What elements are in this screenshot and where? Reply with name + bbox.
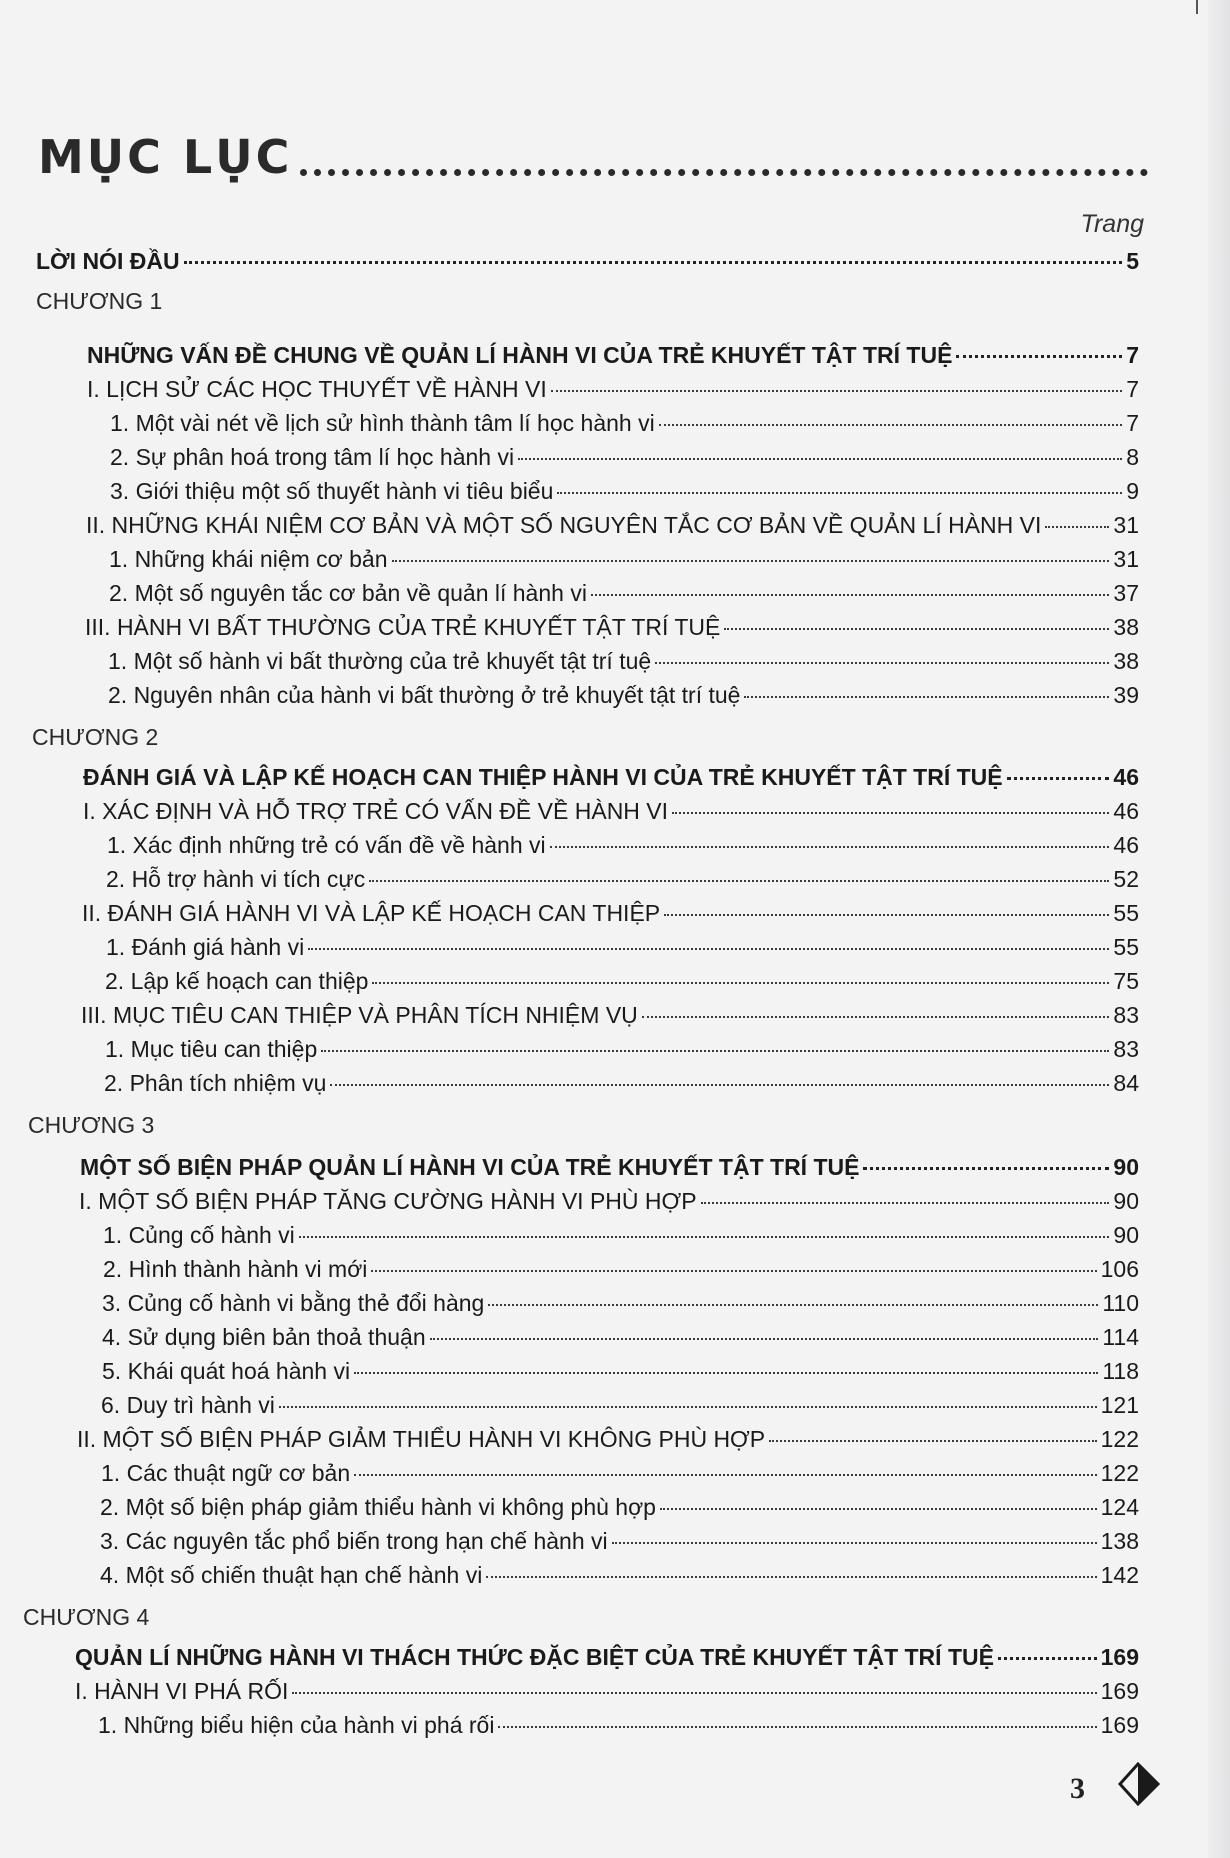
toc-entry-page: 75 <box>1113 968 1139 994</box>
toc-section <box>83 796 1139 826</box>
toc-entry-page: 142 <box>1100 1562 1139 1588</box>
chapter-label: CHƯƠNG 3 <box>28 1112 155 1138</box>
toc-entry-title: MỘT SỐ BIỆN PHÁP QUẢN LÍ HÀNH VI CỦA TRẺ KHUYẾT TẬT TRÍ TUỆ <box>80 1154 860 1180</box>
toc-entry-page: 46 <box>1113 832 1139 858</box>
toc-section <box>81 1000 1139 1030</box>
toc-entry-title: I. HÀNH VI PHÁ RỐI <box>75 1678 289 1704</box>
toc-entry-page: 122 <box>1100 1426 1139 1452</box>
dot-leader <box>488 1304 1098 1306</box>
dot-leader <box>551 390 1122 392</box>
toc-entry-title: LỜI NÓI ĐẦU <box>36 248 180 274</box>
toc-entry-title: 2. Phân tích nhiệm vụ <box>104 1070 327 1096</box>
toc-entry-page: 114 <box>1102 1324 1139 1350</box>
toc-entry-page: 118 <box>1102 1358 1139 1384</box>
toc-item <box>103 1254 1139 1284</box>
toc-entry-title: I. XÁC ĐỊNH VÀ HỖ TRỢ TRẺ CÓ VẤN ĐỀ VỀ HÀNH VI <box>83 798 669 824</box>
toc-item <box>110 408 1139 438</box>
toc-entry-page: 90 <box>1113 1188 1139 1214</box>
toc-item <box>105 1034 1139 1064</box>
toc-item <box>105 966 1139 996</box>
toc-item <box>102 1322 1139 1352</box>
chapter-label: CHƯƠNG 1 <box>36 288 163 314</box>
toc-entry-page: 83 <box>1113 1036 1139 1062</box>
toc-entry-page: 5 <box>1126 248 1139 274</box>
toc-entry-page: 122 <box>1100 1460 1139 1486</box>
toc-entry-page: 38 <box>1113 614 1139 640</box>
dot-leader <box>642 1016 1110 1018</box>
toc-entry-title: NHỮNG VẤN ĐỀ CHUNG VỀ QUẢN LÍ HÀNH VI CỦA TRẺ KHUYẾT TẬT TRÍ TUỆ <box>87 342 953 368</box>
toc-item <box>109 544 1139 574</box>
toc-entry-page: 106 <box>1100 1256 1139 1282</box>
dot-leader <box>372 982 1109 984</box>
toc-entry-title: 1. Các thuật ngữ cơ bản <box>101 1460 351 1486</box>
toc-item <box>106 932 1139 962</box>
toc-item <box>110 476 1139 506</box>
toc-entry-title: 2. Hỗ trợ hành vi tích cực <box>106 866 366 892</box>
toc-entry-title: 1. Mục tiêu can thiệp <box>105 1036 318 1062</box>
toc-entry-page: 52 <box>1113 866 1139 892</box>
toc-entry-page: 121 <box>1100 1392 1139 1418</box>
dot-leader <box>371 1270 1096 1272</box>
toc-entry-page: 31 <box>1113 512 1139 538</box>
toc-entry-title: III. MỤC TIÊU CAN THIỆP VÀ PHÂN TÍCH NHIỆM VỤ <box>81 1002 638 1028</box>
toc-entry-title: 1. Củng cố hành vi <box>103 1222 295 1248</box>
toc-entry-page: 110 <box>1102 1290 1139 1316</box>
toc-entry-page: 169 <box>1100 1644 1139 1670</box>
chapter-label: CHƯƠNG 4 <box>23 1604 150 1630</box>
dot-leader <box>659 424 1123 426</box>
dot-leader <box>354 1474 1096 1476</box>
toc-entry-page: 39 <box>1113 682 1139 708</box>
dot-leader <box>998 1657 1097 1660</box>
toc-item <box>98 1710 1139 1740</box>
dot-leader <box>612 1542 1097 1544</box>
dot-leader <box>292 1692 1096 1694</box>
toc-entry-page: 9 <box>1126 478 1139 504</box>
toc-entry-title: 5. Khái quát hoá hành vi <box>102 1358 351 1384</box>
toc-entry-title: 2. Một số biện pháp giảm thiểu hành vi không phù hợp <box>100 1494 656 1520</box>
toc-item <box>109 578 1139 608</box>
toc-item <box>100 1526 1139 1556</box>
toc-section <box>77 1424 1139 1454</box>
dot-leader <box>655 662 1109 664</box>
dot-leader <box>557 492 1122 494</box>
dot-leader <box>392 560 1110 562</box>
dot-leader <box>660 1508 1097 1510</box>
toc-entry-page: 55 <box>1113 934 1139 960</box>
toc-entry-page: 124 <box>1100 1494 1139 1520</box>
toc-entry-page: 138 <box>1100 1528 1139 1554</box>
toc-entry-title: ĐÁNH GIÁ VÀ LẬP KẾ HOẠCH CAN THIỆP HÀNH VI CỦA TRẺ KHUYẾT TẬT TRÍ TUỆ <box>83 764 1003 790</box>
toc-entry-title: 1. Một vài nét về lịch sử hình thành tâm lí học hành vi <box>110 410 655 436</box>
toc-item <box>110 442 1139 472</box>
toc-entry-title: 2. Sự phân hoá trong tâm lí học hành vi <box>110 444 515 470</box>
dot-leader <box>498 1726 1096 1728</box>
toc-entry-title: 3. Giới thiệu một số thuyết hành vi tiêu biểu <box>110 478 554 504</box>
page-edge <box>1208 0 1230 1858</box>
toc-item <box>101 1390 1139 1420</box>
toc-entry-title: II. NHỮNG KHÁI NIỆM CƠ BẢN VÀ MỘT SỐ NGUYÊN TẮC CƠ BẢN VỀ QUẢN LÍ HÀNH VI <box>86 512 1042 538</box>
toc-heading <box>87 340 1139 370</box>
toc-entry-page: 37 <box>1113 580 1139 606</box>
toc-heading <box>75 1642 1139 1672</box>
toc-entry-title: 1. Xác định những trẻ có vấn đề về hành vi <box>107 832 546 858</box>
toc-entry-title: III. HÀNH VI BẤT THƯỜNG CỦA TRẺ KHUYẾT TẬT TRÍ TUỆ <box>85 614 721 640</box>
toc-section <box>86 510 1139 540</box>
toc-entry-page: 83 <box>1113 1002 1139 1028</box>
page-title: MỤC LỤC <box>38 130 293 184</box>
toc-entry-page: 7 <box>1126 342 1139 368</box>
toc-entry-title: I. LỊCH SỬ CÁC HỌC THUYẾT VỀ HÀNH VI <box>87 376 547 402</box>
toc-entry-title: I. MỘT SỐ BIỆN PHÁP TĂNG CƯỜNG HÀNH VI PHÙ HỢP <box>79 1188 697 1214</box>
toc-heading <box>80 1152 1139 1182</box>
toc-item <box>102 1356 1139 1386</box>
toc-item <box>102 1288 1139 1318</box>
toc-entry-page: 90 <box>1113 1154 1139 1180</box>
dot-leader <box>330 1084 1109 1086</box>
toc-entry-title: 1. Những biểu hiện của hành vi phá rối <box>98 1712 495 1738</box>
toc-section <box>75 1676 1139 1706</box>
dot-leader <box>672 812 1109 814</box>
diamond-arrow-icon <box>1118 1762 1160 1806</box>
toc-entry-title: 6. Duy trì hành vi <box>101 1392 275 1418</box>
toc-entry-title: 1. Những khái niệm cơ bản <box>109 546 388 572</box>
toc-heading <box>36 246 1139 276</box>
toc-entry-page: 55 <box>1113 900 1139 926</box>
toc-item <box>100 1492 1139 1522</box>
toc-section <box>87 374 1139 404</box>
toc-entry-title: 2. Hình thành hành vi mới <box>103 1256 368 1282</box>
dot-leader <box>769 1440 1097 1442</box>
toc-entry-title: 3. Củng cố hành vi bằng thẻ đổi hàng <box>102 1290 485 1316</box>
toc-entry-page: 8 <box>1126 444 1139 470</box>
dot-leader <box>354 1372 1098 1374</box>
toc-section <box>82 898 1139 928</box>
toc-section <box>85 612 1139 642</box>
toc-entry-title: 2. Lập kế hoạch can thiệp <box>105 968 369 994</box>
toc-entry-title: 4. Một số chiến thuật hạn chế hành vi <box>100 1562 483 1588</box>
dot-leader <box>550 846 1110 848</box>
toc-entry-title: 4. Sử dụng biên bản thoả thuận <box>102 1324 426 1350</box>
toc-item <box>106 864 1139 894</box>
dot-leader <box>1045 526 1109 528</box>
crop-mark <box>1196 0 1198 14</box>
toc-entry-page: 38 <box>1113 648 1139 674</box>
title-dot-leader <box>300 169 1148 176</box>
dot-leader <box>518 458 1122 460</box>
dot-leader <box>1007 777 1110 780</box>
toc-entry-page: 169 <box>1100 1712 1139 1738</box>
toc-section <box>79 1186 1139 1216</box>
toc-entry-page: 31 <box>1113 546 1139 572</box>
dot-leader <box>308 948 1109 950</box>
toc-entry-page: 7 <box>1126 410 1139 436</box>
dot-leader <box>184 261 1123 264</box>
toc-item <box>103 1220 1139 1250</box>
dot-leader <box>299 1236 1110 1238</box>
dot-leader <box>430 1338 1099 1340</box>
toc-entry-title: II. MỘT SỐ BIỆN PHÁP GIẢM THIỂU HÀNH VI KHÔNG PHÙ HỢP <box>77 1426 766 1452</box>
chapter-label: CHƯƠNG 2 <box>32 724 159 750</box>
dot-leader <box>486 1576 1096 1578</box>
toc-entry-title: QUẢN LÍ NHỮNG HÀNH VI THÁCH THỨC ĐẶC BIỆT CỦA TRẺ KHUYẾT TẬT TRÍ TUỆ <box>75 1644 994 1670</box>
toc-entry-title: 1. Đánh giá hành vi <box>106 934 305 960</box>
dot-leader <box>279 1406 1097 1408</box>
dot-leader <box>956 355 1122 358</box>
toc-entry-page: 90 <box>1113 1222 1139 1248</box>
toc-entry-page: 169 <box>1100 1678 1139 1704</box>
toc-item <box>100 1560 1139 1590</box>
toc-entry-title: 2. Một số nguyên tắc cơ bản về quản lí hành vi <box>109 580 587 606</box>
toc-entry-page: 46 <box>1113 764 1139 790</box>
title-row <box>38 120 1148 184</box>
dot-leader <box>321 1050 1109 1052</box>
toc-entry-title: II. ĐÁNH GIÁ HÀNH VI VÀ LẬP KẾ HOẠCH CAN THIỆP <box>82 900 661 926</box>
toc-item <box>101 1458 1139 1488</box>
page-number: 3 <box>1070 1772 1085 1805</box>
toc-entry-title: 3. Các nguyên tắc phổ biến trong hạn chế hành vi <box>100 1528 608 1554</box>
dot-leader <box>591 594 1109 596</box>
toc-item <box>107 830 1139 860</box>
dot-leader <box>863 1167 1109 1170</box>
toc-item <box>104 1068 1139 1098</box>
toc-entry-page: 46 <box>1113 798 1139 824</box>
dot-leader <box>369 880 1109 882</box>
page-column-label: Trang <box>1080 210 1144 238</box>
toc-entry-page: 84 <box>1113 1070 1139 1096</box>
dot-leader <box>701 1202 1110 1204</box>
dot-leader <box>724 628 1109 630</box>
toc-entry-title: 1. Một số hành vi bất thường của trẻ khuyết tật trí tuệ <box>108 648 652 674</box>
dot-leader <box>744 696 1109 698</box>
toc-heading <box>83 762 1139 792</box>
dot-leader <box>664 914 1109 916</box>
toc-entry-page: 7 <box>1126 376 1139 402</box>
toc-entry-title: 2. Nguyên nhân của hành vi bất thường ở trẻ khuyết tật trí tuệ <box>108 682 741 708</box>
toc-item <box>108 646 1139 676</box>
toc-item <box>108 680 1139 710</box>
